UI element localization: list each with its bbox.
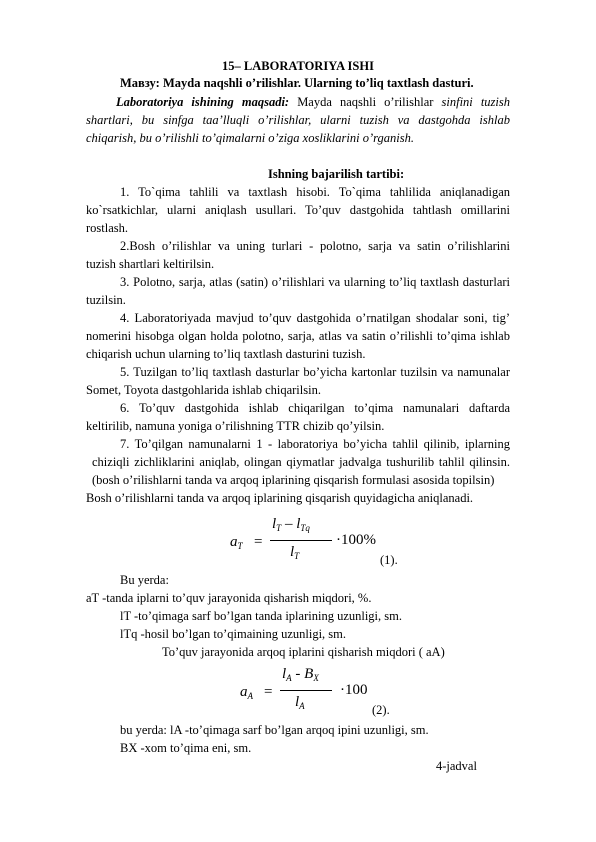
step-2-line-1: 2.Bosh o’rilishlar va uning turlari - polotno, sarja va satin o’rilishlarini (120, 239, 510, 253)
formula-1 (230, 514, 430, 570)
step-6-line-2: keltirilib, namuna yoniga o’rilishning TTR chizib qo’yilsin. (86, 419, 385, 433)
aim-line-3: chiqarish, bu o’rilishli to’qimalarni o’ziga xosliklarini o’rganish. (86, 131, 415, 145)
where-label-1: Bu yerda: (120, 573, 169, 587)
procedure-heading: Ishning bajarilish tartibi: (268, 167, 405, 181)
weft-shrinkage-line: To’quv jarayonida arqoq iplarini qisharish miqdori ( aA) (162, 645, 445, 659)
aim-label: Laboratoriya ishining maqsadi: (116, 95, 290, 109)
formula-1-equals: = (254, 534, 263, 550)
formula-2-factor: ·100 (340, 682, 368, 698)
aim-line-2: shartlari, bu sinfga taa’lluqli o’rilishlar, ularni tuzish va dastgohda ishlab (86, 113, 510, 127)
formula-2-fraction-bar (280, 690, 332, 691)
table-label: 4-jadval (436, 759, 477, 773)
intro-line: Bosh o’rilishlarni tanda va arqoq iplarining qisqarish quyidagicha aniqlanadi. (86, 491, 474, 505)
formula-2 (240, 664, 390, 720)
aim-line-1 (116, 94, 510, 110)
topic-line (120, 75, 474, 91)
step-7-line-3: (bosh o’rilishlarni tanda va arqoq iplarining qisqarish formulasi asosida topilsin) (92, 473, 495, 487)
formula-1-numerator: $l_T - l_{Tq}$ (272, 516, 310, 533)
step-5-line-2: Somet, Toyota dastgohlarida ishlab chiqarilsin. (86, 383, 321, 397)
definition-BX: BX -xom to’qima eni, sm. (120, 741, 252, 755)
topic-label: Мавзу: (120, 76, 160, 90)
formula-1-factor: ·100% (336, 532, 376, 548)
step-3-line-2: tuzilsin. (86, 293, 126, 307)
aim-text-1-italic: sinfini tuzish (441, 95, 511, 109)
step-2-line-2: tuzish shartlari keltirilsin. (86, 257, 215, 271)
step-1-line-3: rostlash. (86, 221, 129, 235)
definition-lTq: lTq -hosil bo’lgan to’qimaining uzunligi, sm. (120, 627, 347, 641)
step-3-line-1: 3. Polotno, sarja, atlas (satin) o’rilishlari va ularning to’liq taxtlash dasturlari (120, 275, 510, 289)
definition-lT: lT -to’qimaga sarf bo’lgan tanda iplarining uzunligi, sm. (120, 609, 402, 623)
step-4-line-3: chiqarish uchun ularning to’liq taxtlash dasturini tuzish. (86, 347, 366, 361)
formula-2-denominator: $l_A$ (295, 694, 305, 711)
step-4-line-1: 4. Laboratoriyada mavjud to’quv dastgohida o’rnatilgan shodalar soni, tig’ (120, 311, 510, 325)
topic-text: Mayda naqshli o’rilishlar. Ularning to’liq taxtlash dasturi. (159, 76, 474, 90)
formula-2-number: (2). (372, 703, 390, 717)
formula-2-equals: = (264, 684, 273, 700)
step-5-line-1: 5. Tuzilgan to’liq taxtlash dasturlar bo’yicha kartonlar tuzilsin va namunalar (120, 365, 510, 379)
step-1-line-1: 1. To`qima tahlili va taxtlash hisobi. To`qima tahlilida aniqlanadigan (120, 185, 510, 199)
step-6-line-1: 6. To’quv dastgohida ishlab chiqarilgan to’qima namunalari daftarda (120, 401, 510, 415)
step-1-line-2: ko`rsatkichlar, ularni aniqlash usullari. To’quv dastgohida tahtlash omillarini (86, 203, 510, 217)
definition-aT: aT -tanda iplarni to’quv jarayonida qisharish miqdori, %. (86, 591, 372, 605)
definition-lA: bu yerda: lA -to’qimaga sarf bo’lgan arqoq ipini uzunligi, sm. (120, 723, 429, 737)
formula-2-lhs: $a_A$ (240, 684, 253, 701)
formula-1-denominator: $l_T$ (290, 544, 300, 561)
aim-text-1: Mayda naqshli o’rilishlar (297, 95, 434, 109)
formula-2-numerator: $l_A - B_X$ (282, 666, 319, 683)
step-7-line-2: chiziqli zichliklarini aniqlab, olingan qiymatlar jadvalga tushurilib tahlil qilinsin. (92, 455, 510, 469)
formula-1-fraction-bar (270, 540, 332, 541)
formula-1-number: (1). (380, 553, 398, 567)
lab-title: 15– LABORATORIYA ISHI (222, 59, 374, 73)
step-4-line-2: nomerini hisobga olgan holda polotno, sarja, atlas va satin o’rilishli to’qima ishlab (86, 329, 510, 343)
formula-1-lhs: $a_T$ (230, 534, 243, 551)
step-7-line-1: 7. To’qilgan namunalarni 1 - laboratoriya bo’yicha tahlil qilinib, iplarning (120, 437, 510, 451)
